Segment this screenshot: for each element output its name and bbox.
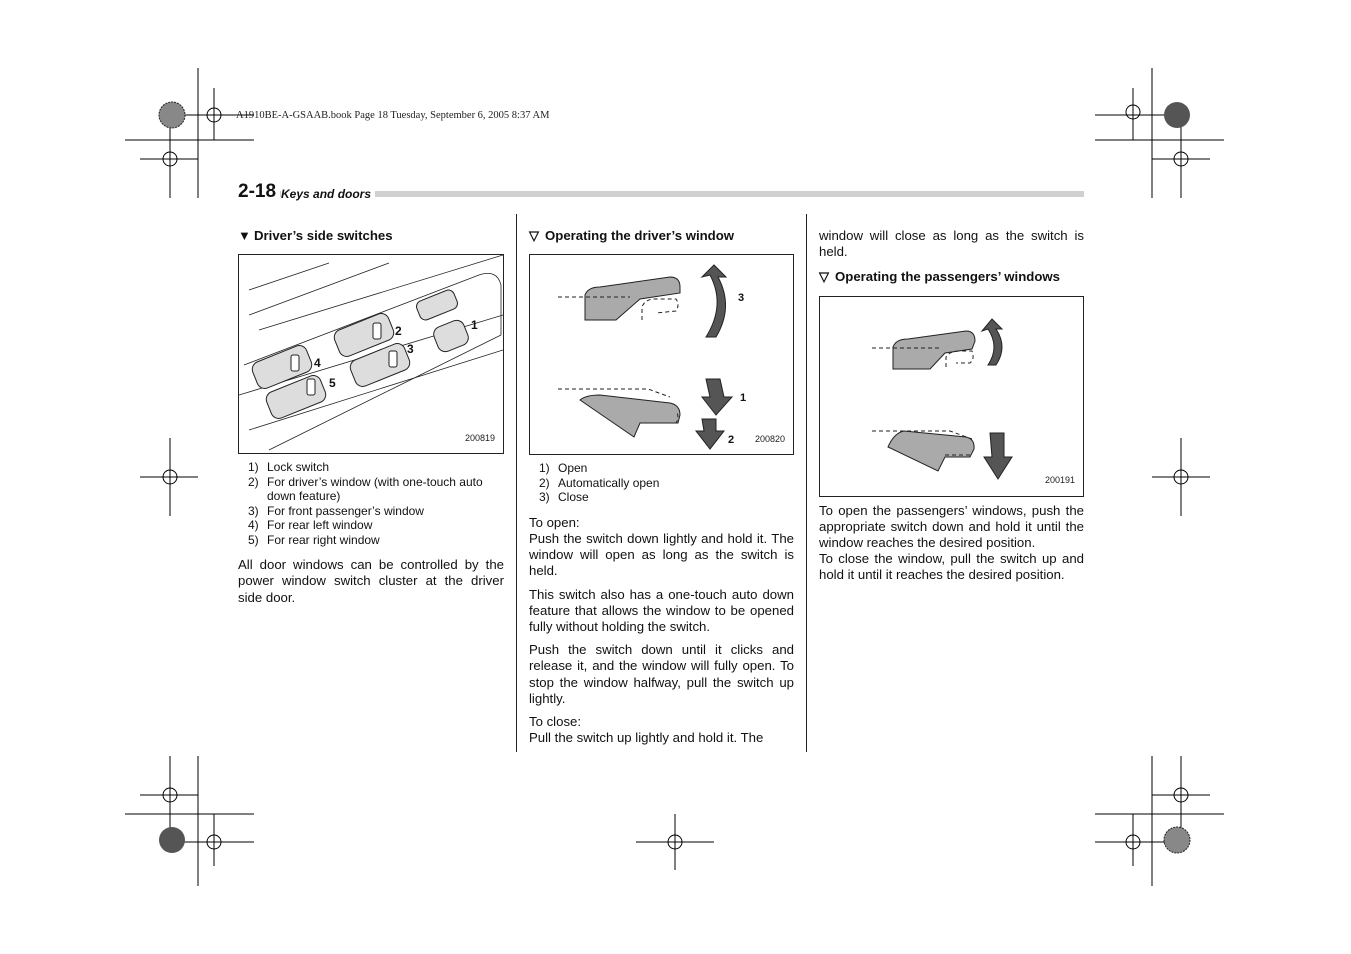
caption-list [539, 461, 794, 505]
heading-text: Driver’s side switches [254, 228, 393, 243]
caption-item: 1) Lock switch [248, 460, 330, 475]
callout-1: 1 [740, 392, 747, 405]
body-paragraph: To close: [529, 713, 582, 729]
caption-item: 3) For front passenger’s window [248, 503, 424, 518]
caption-item: 2) For driver’s window (with one-touch auto down feature) [248, 474, 483, 504]
heading-drivers-side-switches [238, 228, 504, 244]
continuation-paragraph: window will close as long as the switch is held. [819, 228, 1084, 260]
column-3 [819, 228, 1084, 591]
callout-5: 5 [329, 376, 336, 391]
page-number: 2-18 [238, 181, 280, 203]
body-paragraph: To open: [529, 514, 580, 530]
triangle-marker-icon: ▼ [238, 228, 251, 243]
body-paragraph: Push the switch down until it clicks and release it, and the window will fully open. To stop the window halfway, pull the switch up lightly. [529, 642, 794, 706]
switch-operation-illustration [530, 255, 793, 454]
passengers-window-figure [819, 296, 1084, 497]
body-paragraph: To close the window, pull the switch up and hold it until it reaches the desired position. [819, 551, 1084, 583]
caption-item: 1) Open [539, 461, 588, 476]
caption-item: 5) For rear right window [248, 532, 380, 547]
caption-item: 2) Automatically open [539, 475, 660, 490]
callout-3: 3 [407, 342, 414, 357]
switch-cluster-figure [238, 254, 504, 454]
body-paragraph: Push the switch down lightly and hold it. The window will open as long as the switch is held. [529, 530, 794, 579]
heading-text: Operating the driver’s window [545, 228, 735, 243]
callout-4: 4 [314, 356, 321, 371]
body-paragraph: To open the passengers’ windows, push the appropriate switch down and hold it until the window reaches the desired position. [819, 502, 1084, 551]
open-triangle-marker-icon: ▽ [819, 269, 829, 285]
switch-cluster-illustration [239, 255, 503, 453]
callout-2: 2 [728, 434, 735, 447]
body-paragraph: Pull the switch up lightly and hold it. The [529, 730, 764, 746]
open-triangle-marker-icon: ▽ [529, 228, 539, 243]
column-2 [529, 228, 794, 753]
column-divider [516, 214, 517, 752]
passenger-switch-illustration [820, 297, 1083, 496]
column-divider [806, 214, 807, 752]
body-paragraph: All door windows can be controlled by the power window switch cluster at the driver side door. [238, 557, 504, 605]
column-1 [238, 228, 504, 613]
callout-3: 3 [738, 292, 745, 305]
page-header [238, 181, 1084, 201]
callout-2: 2 [395, 324, 402, 339]
caption-item: 3) Close [539, 490, 589, 505]
heading-operating-passengers-windows [819, 269, 1084, 285]
caption-item: 4) For rear left window [248, 518, 373, 533]
drivers-window-figure [529, 254, 794, 455]
callout-1: 1 [471, 318, 478, 333]
section-title: Keys and doors [281, 187, 375, 201]
heading-operating-drivers-window [529, 228, 794, 244]
figure-id: 200820 [754, 434, 785, 444]
body-paragraph: This switch also has a one-touch auto down feature that allows the window to be opened fully without holding the switch. [529, 586, 794, 634]
crop-header-text: A1910BE-A-GSAAB.book Page 18 Tuesday, September 6, 2005 8:37 AM [236, 110, 550, 121]
caption-list [248, 460, 504, 547]
heading-text: Operating the passengers’ windows [835, 269, 1060, 285]
figure-id: 200191 [1044, 475, 1075, 486]
figure-id: 200819 [464, 433, 495, 443]
